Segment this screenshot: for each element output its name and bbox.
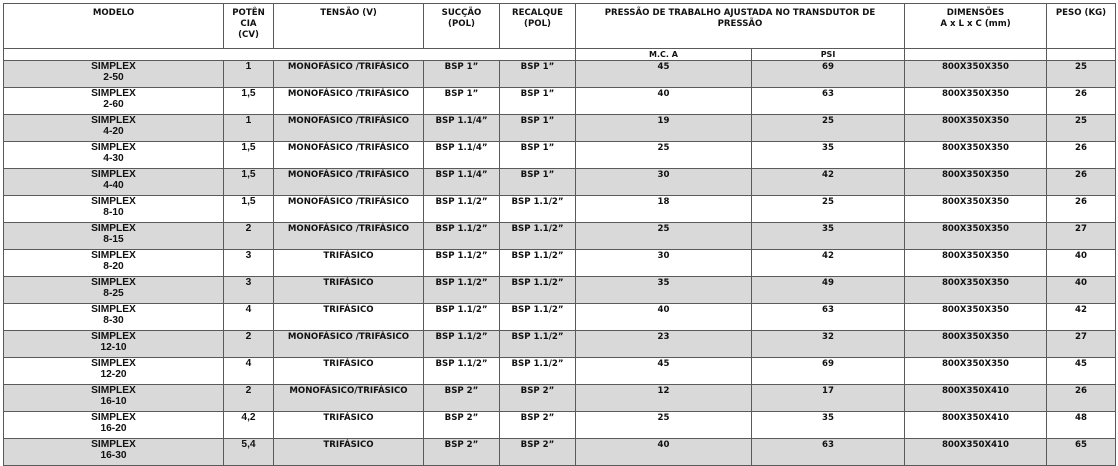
cell-dimensoes: 800X350X410 [905,439,1047,466]
cell-tensao: TRIFÁSICO [274,439,424,466]
cell-modelo [4,115,224,142]
cell-mca: 25 [576,223,752,250]
cell-succao: BSP 1” [424,88,500,115]
cell-potencia: 1,5 [224,142,274,169]
cell-succao: BSP 1.1/2” [424,304,500,331]
cell-recalque: BSP 1.1/2” [500,331,576,358]
modelo-code: 16-20 [100,423,127,434]
cell-peso: 65 [1047,439,1116,466]
cell-psi: 63 [752,439,905,466]
cell-psi: 63 [752,88,905,115]
table-row [4,196,1116,223]
table-row [4,358,1116,385]
cell-dimensoes: 800X350X350 [905,331,1047,358]
cell-psi: 69 [752,61,905,88]
cell-mca: 40 [576,88,752,115]
cell-psi: 25 [752,196,905,223]
cell-psi: 25 [752,115,905,142]
cell-recalque: BSP 1.1/2” [500,223,576,250]
modelo-name: SIMPLEX [91,304,136,315]
cell-recalque: BSP 2” [500,412,576,439]
cell-potencia: 1,5 [224,196,274,223]
table-row [4,304,1116,331]
cell-tensao: MONOFÁSICO /TRIFÁSICO [274,88,424,115]
modelo-name: SIMPLEX [91,169,136,180]
cell-tensao: TRIFÁSICO [274,412,424,439]
cell-recalque: BSP 1” [500,61,576,88]
cell-mca: 45 [576,358,752,385]
cell-peso: 26 [1047,142,1116,169]
header-dimensoes: DIMENSÕES A x L x C (mm) [905,4,1047,49]
cell-mca: 25 [576,412,752,439]
cell-succao: BSP 2” [424,439,500,466]
cell-peso: 45 [1047,358,1116,385]
cell-mca: 40 [576,439,752,466]
cell-recalque: BSP 2” [500,439,576,466]
cell-recalque: BSP 2” [500,385,576,412]
subheader-blank-peso [1047,49,1116,61]
cell-dimensoes: 800X350X350 [905,142,1047,169]
cell-psi: 63 [752,304,905,331]
cell-dimensoes: 800X350X410 [905,412,1047,439]
cell-psi: 17 [752,385,905,412]
modelo-name: SIMPLEX [91,88,136,99]
cell-tensao: TRIFÁSICO [274,250,424,277]
cell-mca: 18 [576,196,752,223]
cell-recalque: BSP 1” [500,169,576,196]
modelo-name: SIMPLEX [91,439,136,450]
cell-dimensoes: 800X350X350 [905,115,1047,142]
cell-dimensoes: 800X350X350 [905,277,1047,304]
cell-succao: BSP 1.1/4” [424,169,500,196]
table-row [4,439,1116,466]
cell-peso: 26 [1047,196,1116,223]
table-row [4,331,1116,358]
cell-peso: 25 [1047,61,1116,88]
header-modelo: MODELO [4,4,224,49]
cell-potencia: 1 [224,61,274,88]
cell-recalque: BSP 1” [500,115,576,142]
modelo-code: 12-20 [100,369,127,380]
cell-tensao: MONOFÁSICO /TRIFÁSICO [274,115,424,142]
cell-potencia: 5,4 [224,439,274,466]
header-tensao: TENSÃO (V) [274,4,424,49]
cell-peso: 27 [1047,331,1116,358]
modelo-code: 4-40 [103,180,124,191]
cell-potencia: 3 [224,250,274,277]
modelo-code: 4-30 [103,153,124,164]
modelo-name: SIMPLEX [91,358,136,369]
subheader-mca: M.C. A [576,49,752,61]
cell-potencia: 2 [224,385,274,412]
cell-modelo [4,88,224,115]
header-succao: SUCÇÃO (POL) [424,4,500,49]
cell-dimensoes: 800X350X410 [905,385,1047,412]
modelo-code: 8-15 [103,234,124,245]
cell-succao: BSP 1.1/2” [424,331,500,358]
cell-succao: BSP 1.1/4” [424,115,500,142]
table-row [4,277,1116,304]
cell-tensao: TRIFÁSICO [274,277,424,304]
modelo-code: 8-10 [103,207,124,218]
subheader-blank [4,49,576,61]
modelo-code: 8-30 [103,315,124,326]
specifications-table [3,3,1116,466]
cell-dimensoes: 800X350X350 [905,304,1047,331]
modelo-name: SIMPLEX [91,115,136,126]
cell-modelo [4,169,224,196]
cell-potencia: 4 [224,304,274,331]
cell-tensao: TRIFÁSICO [274,358,424,385]
cell-psi: 32 [752,331,905,358]
cell-dimensoes: 800X350X350 [905,169,1047,196]
cell-peso: 40 [1047,277,1116,304]
modelo-code: 4-20 [103,126,124,137]
cell-succao: BSP 2” [424,412,500,439]
cell-peso: 48 [1047,412,1116,439]
cell-dimensoes: 800X350X350 [905,88,1047,115]
cell-mca: 45 [576,61,752,88]
cell-peso: 25 [1047,115,1116,142]
cell-mca: 25 [576,142,752,169]
cell-modelo [4,304,224,331]
table-row [4,115,1116,142]
cell-succao: BSP 1.1/2” [424,196,500,223]
cell-tensao: MONOFÁSICO /TRIFÁSICO [274,61,424,88]
cell-recalque: BSP 1” [500,142,576,169]
modelo-code: 8-20 [103,261,124,272]
cell-dimensoes: 800X350X350 [905,250,1047,277]
cell-peso: 40 [1047,250,1116,277]
cell-peso: 26 [1047,169,1116,196]
cell-mca: 40 [576,304,752,331]
modelo-name: SIMPLEX [91,385,136,396]
cell-tensao: MONOFÁSICO /TRIFÁSICO [274,223,424,250]
cell-psi: 42 [752,169,905,196]
cell-potencia: 1 [224,115,274,142]
cell-succao: BSP 2” [424,385,500,412]
cell-tensao: MONOFÁSICO /TRIFÁSICO [274,169,424,196]
cell-peso: 42 [1047,304,1116,331]
table-row [4,61,1116,88]
header-recalque: RECALQUE (POL) [500,4,576,49]
cell-tensao: MONOFÁSICO /TRIFÁSICO [274,331,424,358]
cell-modelo [4,412,224,439]
modelo-name: SIMPLEX [91,331,136,342]
cell-potencia: 2 [224,223,274,250]
modelo-name: SIMPLEX [91,277,136,288]
modelo-name: SIMPLEX [91,61,136,72]
cell-psi: 35 [752,412,905,439]
cell-tensao: MONOFÁSICO/TRIFÁSICO [274,385,424,412]
cell-tensao: MONOFÁSICO /TRIFÁSICO [274,196,424,223]
subheader-psi: PSI [752,49,905,61]
subheader-row [4,49,1116,61]
modelo-code: 2-50 [103,72,124,83]
table-row [4,88,1116,115]
cell-succao: BSP 1.1/2” [424,358,500,385]
cell-modelo [4,439,224,466]
cell-tensao: TRIFÁSICO [274,304,424,331]
cell-tensao: MONOFÁSICO /TRIFÁSICO [274,142,424,169]
cell-potencia: 1,5 [224,88,274,115]
modelo-name: SIMPLEX [91,250,136,261]
modelo-code: 8-25 [103,288,124,299]
cell-potencia: 1,5 [224,169,274,196]
table-row [4,142,1116,169]
cell-succao: BSP 1.1/2” [424,223,500,250]
cell-dimensoes: 800X350X350 [905,61,1047,88]
cell-recalque: BSP 1.1/2” [500,277,576,304]
cell-succao: BSP 1.1/4” [424,142,500,169]
cell-potencia: 4 [224,358,274,385]
cell-recalque: BSP 1.1/2” [500,196,576,223]
cell-potencia: 4,2 [224,412,274,439]
cell-potencia: 3 [224,277,274,304]
header-row [4,4,1116,49]
cell-mca: 30 [576,169,752,196]
table-row [4,169,1116,196]
subheader-blank-dim [905,49,1047,61]
table-row [4,412,1116,439]
cell-modelo [4,223,224,250]
modelo-code: 16-10 [100,396,127,407]
cell-recalque: BSP 1.1/2” [500,358,576,385]
header-potencia: POTÊN CIA (CV) [224,4,274,49]
modelo-name: SIMPLEX [91,142,136,153]
cell-potencia: 2 [224,331,274,358]
cell-modelo [4,61,224,88]
cell-succao: BSP 1.1/2” [424,250,500,277]
header-pressao: PRESSÃO DE TRABALHO AJUSTADA NO TRANSDUTOR DE PRESSÃO [576,4,905,49]
cell-psi: 69 [752,358,905,385]
cell-modelo [4,196,224,223]
modelo-code: 16-30 [100,450,127,461]
table-row [4,385,1116,412]
cell-dimensoes: 800X350X350 [905,223,1047,250]
modelo-name: SIMPLEX [91,223,136,234]
cell-mca: 19 [576,115,752,142]
table-row [4,250,1116,277]
cell-modelo [4,358,224,385]
cell-dimensoes: 800X350X350 [905,196,1047,223]
cell-recalque: BSP 1” [500,88,576,115]
modelo-code: 12-10 [100,342,127,353]
cell-modelo [4,331,224,358]
cell-modelo [4,277,224,304]
cell-succao: BSP 1.1/2” [424,277,500,304]
cell-mca: 30 [576,250,752,277]
modelo-name: SIMPLEX [91,196,136,207]
cell-psi: 49 [752,277,905,304]
cell-modelo [4,385,224,412]
cell-peso: 26 [1047,385,1116,412]
modelo-name: SIMPLEX [91,412,136,423]
cell-psi: 42 [752,250,905,277]
cell-recalque: BSP 1.1/2” [500,250,576,277]
cell-peso: 26 [1047,88,1116,115]
cell-psi: 35 [752,142,905,169]
modelo-code: 2-60 [103,99,124,110]
table-row [4,223,1116,250]
cell-mca: 35 [576,277,752,304]
cell-dimensoes: 800X350X350 [905,358,1047,385]
cell-peso: 27 [1047,223,1116,250]
header-peso: PESO (KG) [1047,4,1116,49]
cell-mca: 23 [576,331,752,358]
cell-modelo [4,142,224,169]
cell-mca: 12 [576,385,752,412]
table-body [4,61,1116,466]
cell-recalque: BSP 1.1/2” [500,304,576,331]
cell-psi: 35 [752,223,905,250]
cell-succao: BSP 1” [424,61,500,88]
cell-modelo [4,250,224,277]
